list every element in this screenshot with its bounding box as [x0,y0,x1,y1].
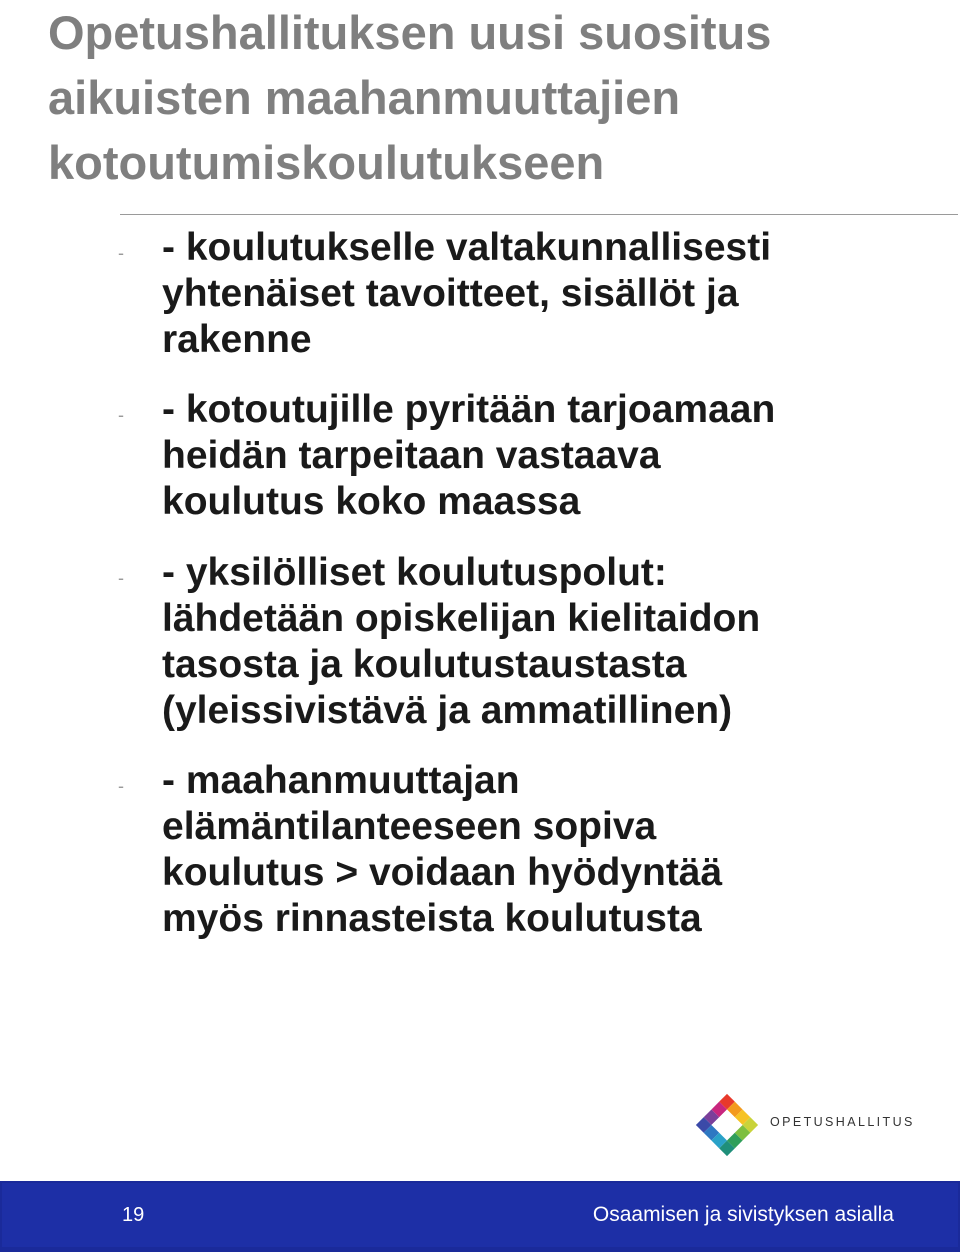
opetushallitus-diamond-logo-icon [694,1092,760,1158]
bullet-line: rakenne [162,318,312,361]
bullet-line: myös rinnasteista koulutusta [162,897,702,940]
slide-title-line: kotoutumiskoulutukseen [48,136,605,189]
bullet-text [162,387,942,525]
logo-wordmark: OPETUSHALLITUS [770,1115,915,1129]
bullet-line: tasosta ja koulutustaustasta [162,643,687,686]
bullet-line: elämäntilanteeseen sopiva [162,805,657,848]
bullet-text [162,758,942,942]
bullet-line: (yleissivistävä ja ammatillinen) [162,689,733,732]
page-number: 19 [122,1204,145,1226]
bullet-line: lähdetään opiskelijan kielitaidon [162,597,761,640]
opetushallitus-logo [694,1092,915,1162]
bullet-line: - yksilölliset koulutuspolut: [162,551,667,594]
bullet-line: - kotoutujille pyritään tarjoamaan [162,388,776,431]
slide-title-line: aikuisten maahanmuuttajien [48,71,681,124]
bullet-text [162,550,942,734]
bullet-marker: - [118,568,124,588]
slide-title [48,0,948,195]
bullet-text [162,225,942,363]
bullet-line: - maahanmuuttajan [162,759,520,802]
bullet-line: yhtenäiset tavoitteet, sisällöt ja [162,272,739,315]
bullet-line: koulutus koko maassa [162,480,581,523]
bullet-marker: - [118,776,124,796]
bullet-line: - koulutukselle valtakunnallisesti [162,226,772,269]
slide-title-line: Opetushallituksen uusi suositus [48,6,772,59]
footer-slogan: Osaamisen ja sivistyksen asialla [592,1203,894,1226]
bullet-marker: - [118,405,124,425]
title-divider [120,214,958,215]
bullet-line: koulutus > voidaan hyödyntää [162,851,723,894]
bullet-marker: - [118,243,124,263]
bullet-line: heidän tarpeitaan vastaava [162,434,661,477]
